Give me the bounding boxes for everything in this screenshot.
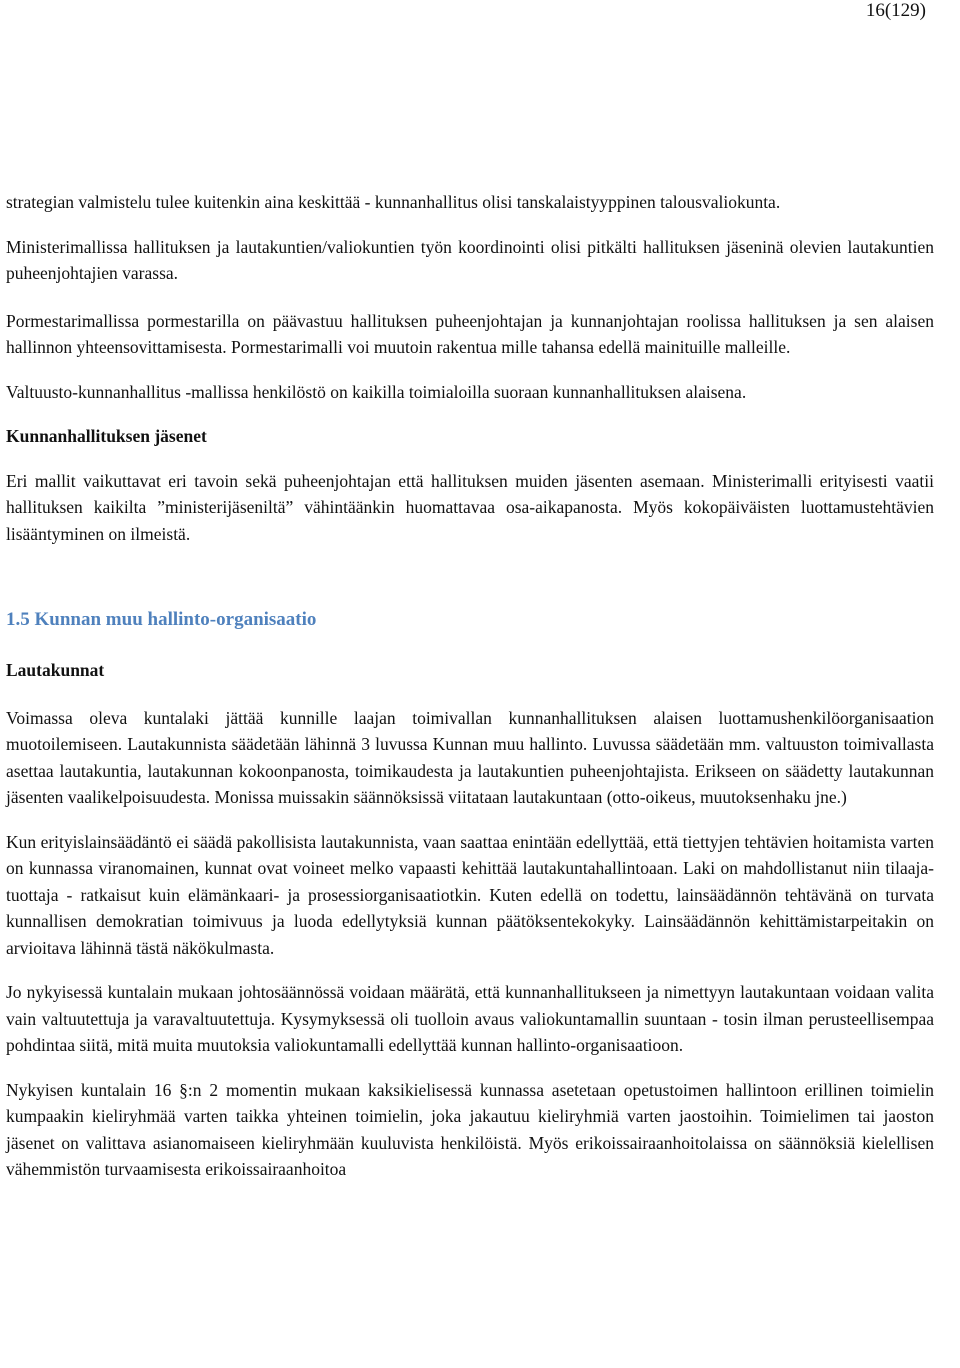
paragraph-existing-act: Jo nykyisessä kuntalain mukaan johtosäännössä voidaan määrätä, että kunnanhallitukseen ja nimettyyn lautakuntaan voidaan valita vain valtuutettuja ja varavaltuutettuja. Kysymyksessä oli tuolloin avaus valiokuntamallin suuntaan - tosin ilman perusteellisempaa pohdintaa siitä, mitä muita muutoksia valiokuntamalli edellyttää kunnan hallinto-organisaatioon. — [6, 982, 934, 1055]
paragraph-special-legislation: Kun erityislainsäädäntö ei säädä pakollisista lautakunnista, vaan saattaa enintään edellyttää, että tiettyjen tehtävien hoitamista varten on kunnassa viranomainen, kunnat ovat voineet melko vapaasti kehittää lautakuntahallintoaan. Laki on mahdollistanut niin tilaaja-tuottaja - ratkaisut kuin elämänkaari- ja prosessiorganisaatiotkin. Kuten edellä on todettu, lainsäädännön tehtävänä on turvata kunnallisen demokratian toimivuus ja luoda edellytyksiä kunnan päätöksentekokyky. Lainsäädännön kehittämistarpeitakin on arvioitava lähinnä tästä näkökulmasta. — [6, 831, 934, 958]
paragraph-minister-model: Ministerimallissa hallituksen ja lautakuntien/valiokuntien työn koordinointi olisi pitkälti hallituksen jäseninä olevien lautakuntien puheenjohtajien varassa. — [6, 236, 934, 283]
section-title: 1.5 Kunnan muu hallinto-organisaatio — [6, 609, 317, 630]
heading-board-members: Kunnanhallituksen jäsenet — [6, 426, 207, 446]
paragraph-council-model: Valtuusto-kunnanhallitus -mallissa henkilöstö on kaikilla toimialoilla suoraan kunnanhallituksen alaisena. — [6, 381, 747, 402]
paragraph-municipal-act: Voimassa oleva kuntalaki jättää kunnille laajan toimivallan kunnanhallituksen alaisen luottamushenkilöorganisaation muotoilemiseen. Lautakunnista säädetään lähinnä 3 luvussa Kunnan muu hallinto. Luvussa säädetään mm. valtuuston toimivallasta asettaa lautakuntia, lautakunnan kokoonpanosta, toimikaudesta ja lautakuntien puheenjohtajista. Erikseen on säädetty lautakunnan jäsenten vaalikelpoisuudesta. Monissa muissakin säännöksissä viitataan lautakuntaan (otto-oikeus, muutoksenhaku jne.) — [6, 707, 934, 807]
heading-boards: Lautakunnat — [6, 660, 105, 680]
paragraph-bilingual: Nykyisen kuntalain 16 §:n 2 momentin mukaan kaksikielisessä kunnassa asetetaan opetustoimen hallintoon erillinen toimielin kumpaakin kieliryhmää varten taikka yhteinen toimielin, joka jakautuu kieliryhmiä varten jaostoihin. Toimielimen tai jaoston jäsenet on valittava asianomaiseen kieliryhmään kuuluvista henkilöistä. Myös erikoissairaanhoitolaissa on säännöksiä kielellisen vähemmistön turvaamisesta erikoissairaanhoitoa — [6, 1079, 934, 1179]
paragraph-mayor-model: Pormestarimallissa pormestarilla on päävastuu hallituksen puheenjohtajan ja kunnanjohtajan roolissa hallituksen ja sen alaisen hallinnon yhteensovittamisesta. Pormestarimalli voi muutoin rakentua mille tahansa edellä mainituille malleille. — [6, 310, 934, 357]
page-number: 16(129) — [865, 0, 926, 21]
paragraph-strategy: strategian valmistelu tulee kuitenkin aina keskittää - kunnanhallitus olisi tanskalaistyyppinen talousvaliokunta. — [6, 192, 781, 212]
document-body — [6, 189, 934, 1183]
paragraph-members: Eri mallit vaikuttavat eri tavoin sekä puheenjohtajan että hallituksen muiden jäsenten asemaan. Ministerimalli erityisesti vaatii hallituksen kaikilta ”ministerijäseniltä” vähintäänkin huomattavaa osa-aikapanosta. Myös kokopäiväisten luottamustehtävien lisääntyminen on ilmeistä. — [6, 470, 934, 544]
